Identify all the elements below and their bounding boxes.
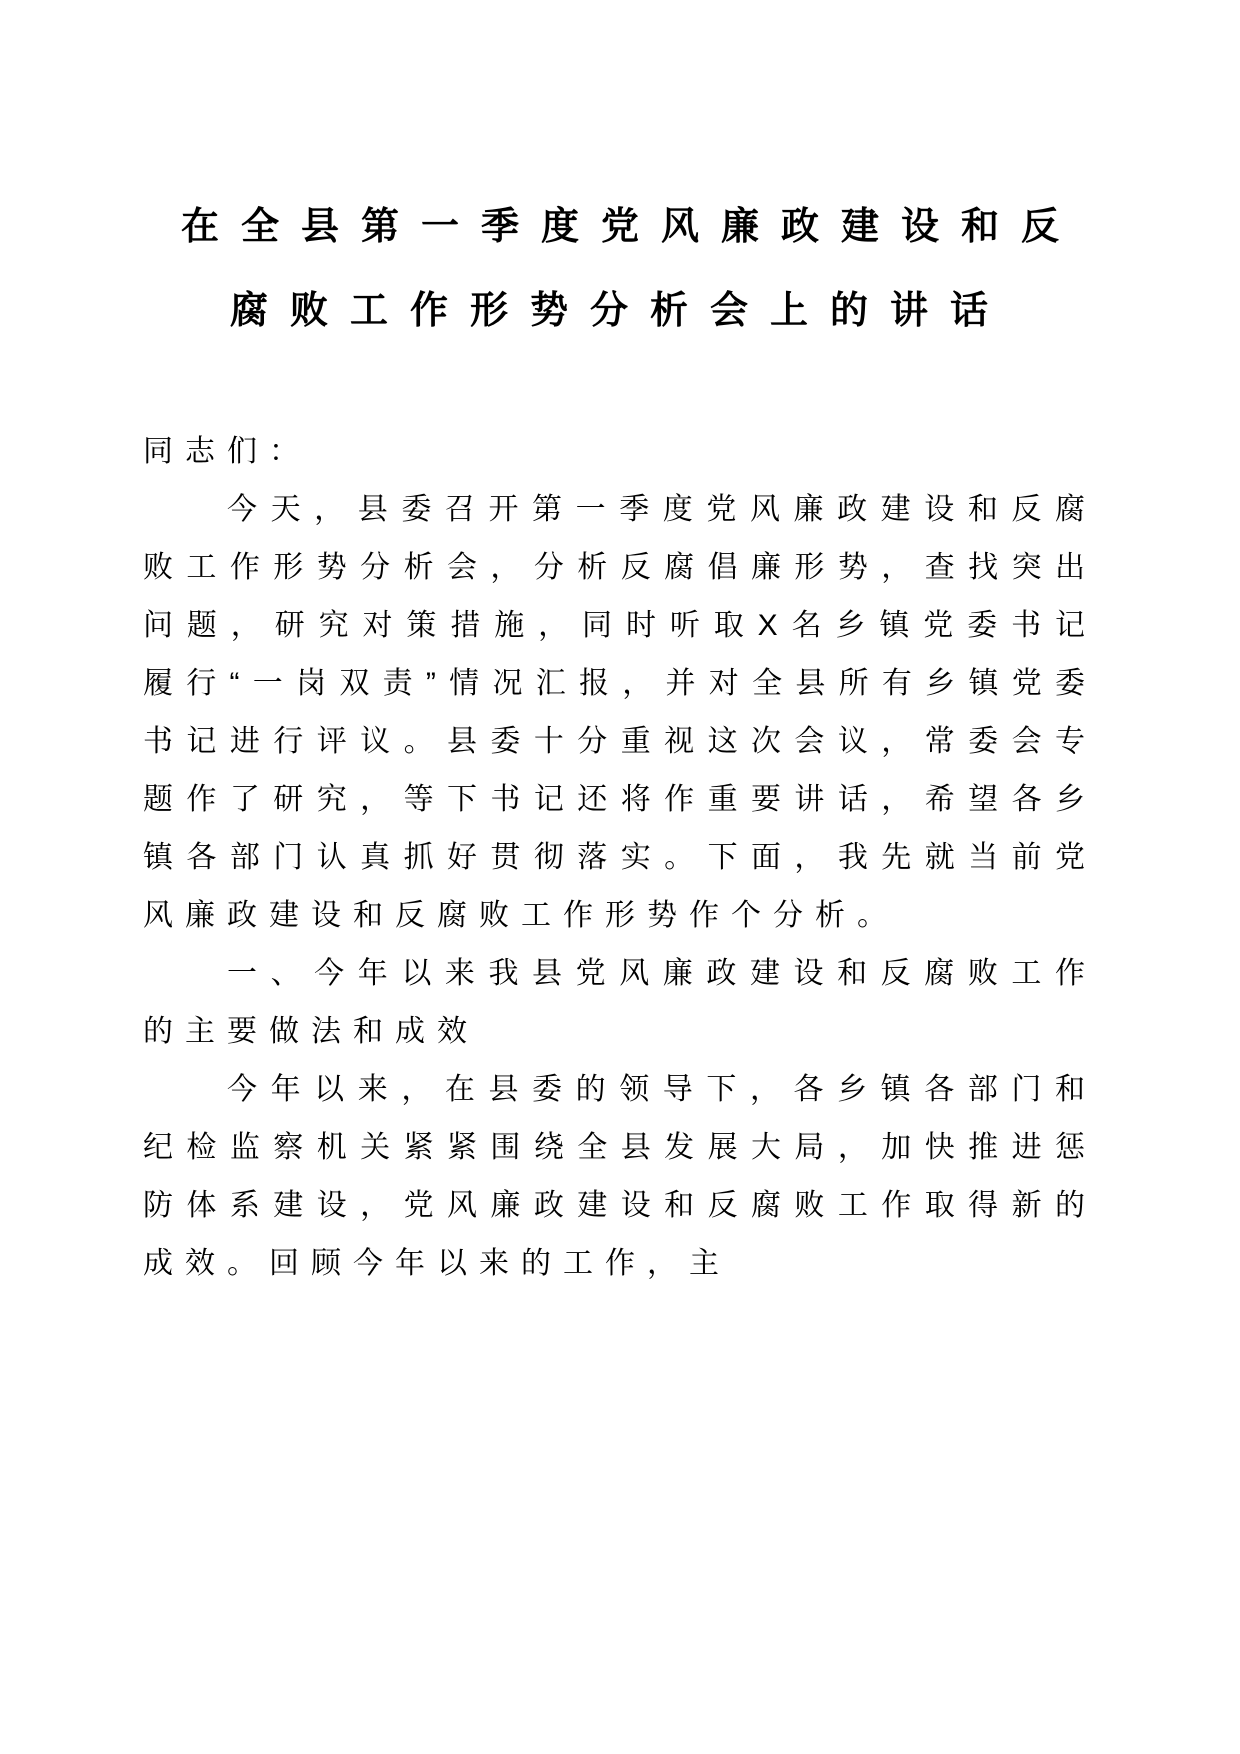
paragraph-section-1: 今年以来，在县委的领导下，各乡镇各部门和纪检监察机关紧紧围绕全县发展大局，加快推进惩防体系建设，党风廉政建设和反腐败工作取得新的成效。回顾今年以来的工作，主 <box>143 1073 1097 1280</box>
paragraph-intro: 今天，县委召开第一季度党风廉政建设和反腐败工作形势分析会，分析反腐倡廉形势，查找突出问题，研究对策措施，同时听取X名乡镇党委书记履行“一岗双责”情况汇报，并对全县所有乡镇党委书记进行评议。县委十分重视这次会议，常委会专题作了研究，等下书记还将作重要讲话，希望各乡镇各部门认真抓好贯彻落实。下面，我先就当前党风廉政建设和反腐败工作形势作个分析。 <box>143 493 1097 932</box>
document-body <box>143 423 1097 1293</box>
section-heading-1: 一、今年以来我县党风廉政建设和反腐败工作的主要做法和成效 <box>143 957 1097 1048</box>
document-title: 在全县第一季度党风廉政建设和反腐败工作形势分析会上的讲话 <box>180 206 1081 332</box>
salutation: 同志们： <box>143 435 311 468</box>
